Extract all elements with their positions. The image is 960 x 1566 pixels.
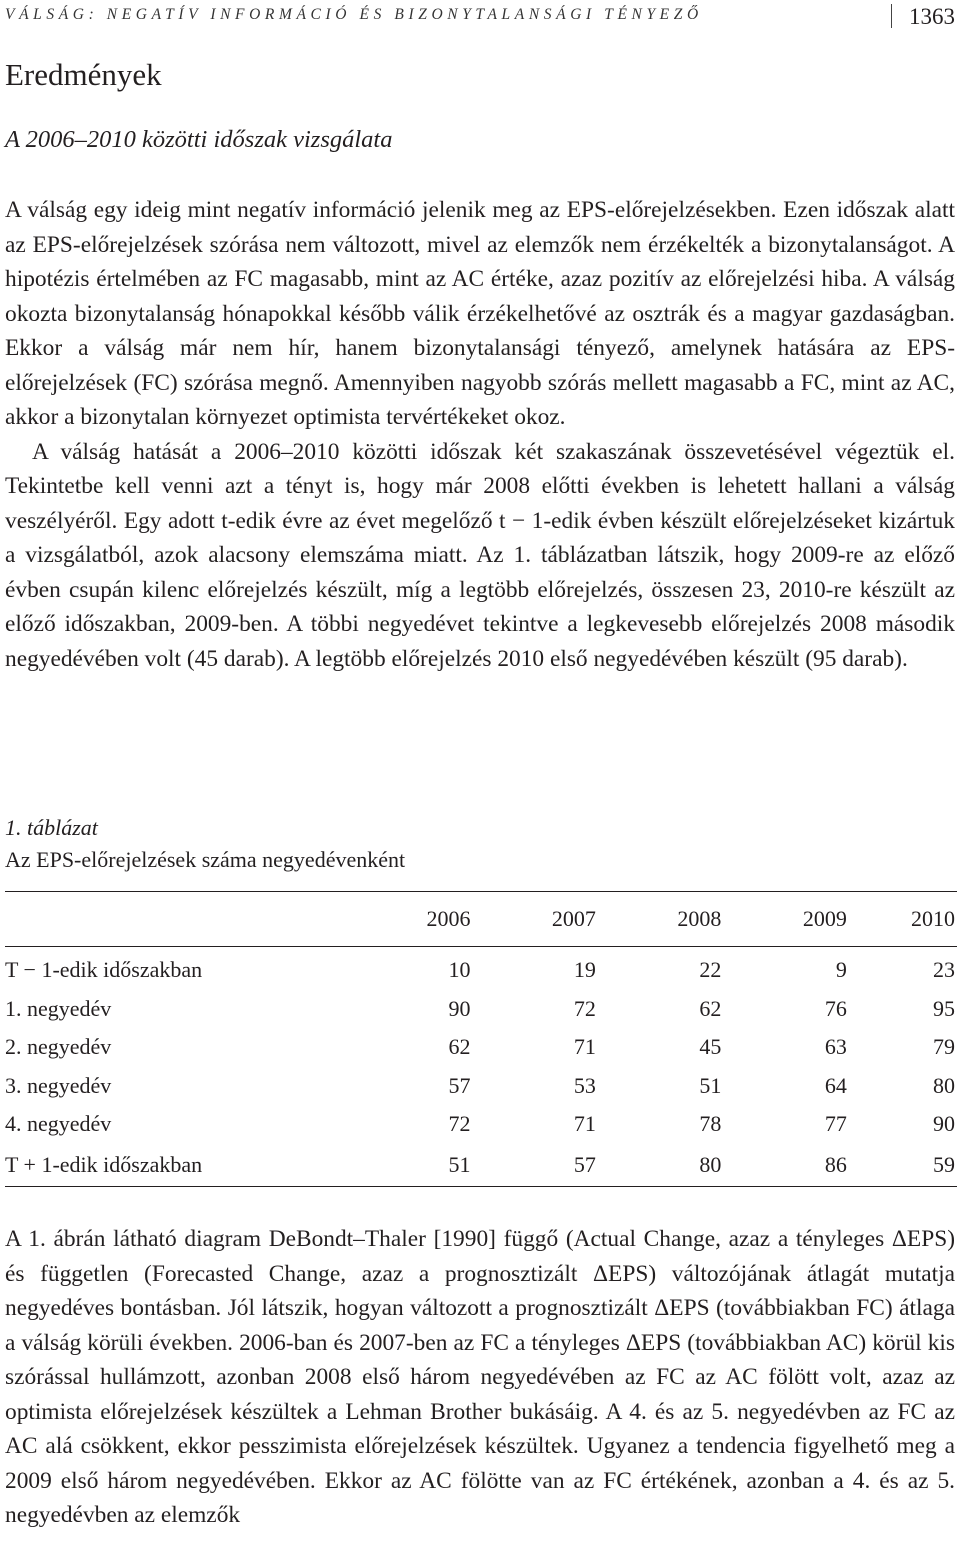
running-head <box>5 4 957 30</box>
table-cell: 77 <box>824 1111 847 1137</box>
table-cell: 64 <box>824 1072 847 1098</box>
table-cell: 79 <box>933 1034 955 1060</box>
forecast-count-table <box>5 891 957 1187</box>
table-title: Az EPS-előrejelzések száma negyedévenként <box>5 847 406 872</box>
table-cell: 57 <box>448 1072 471 1098</box>
table-cell: 51 <box>365 1144 490 1187</box>
paragraph-3: A 1. ábrán látható diagram DeBondt–Thaler [1990] függő (Actual Change, azaz a tényleges ΔEPS) és független (Forecasted Change, azaz a prognosztizált ΔEPS) változójának átlagát mutatja negyedéves bontásban. Jól látszik, hogyan változott a prognosztizált ΔEPS (továbbiakban FC) átlaga a válság körüli években. 2006-ban és 2007-ben az FC a tényleges ΔEPS (továbbiakban AC) körül kis szórással hullámzott, azonban 2008 első három negyedévében az FC az AC fölött volt, azaz az optimista előrejelzések készültek a Lehman Brother bukásáig. A 4. és az 5. negyedévben az FC az AC alá csökkent, ekkor pesszimista előrejelzések készültek. Ugyanez a tendencia figyelhető meg a 2009 első három negyedévében. Ekkor az AC fölötte van az FC értékének, azonban a 4. és az 5. negyedévben az elemzők <box>5 1226 955 1528</box>
table-header-year: 2006 <box>365 892 490 947</box>
table-header-year: 2009 <box>741 892 866 947</box>
table-header-year: 2008 <box>616 892 741 947</box>
body-text-block-1 <box>5 193 955 676</box>
table-cell: 22 <box>699 957 722 983</box>
table-cell: 86 <box>741 1144 866 1187</box>
table-row <box>5 1144 957 1187</box>
table-cell: 78 <box>699 1111 722 1137</box>
table-cell: 23 <box>933 957 955 983</box>
table-cell: 19 <box>573 957 596 983</box>
table-cell: 62 <box>699 995 722 1021</box>
table-cell: 63 <box>824 1034 847 1060</box>
table-cell: 95 <box>933 995 955 1021</box>
table-cell: 57 <box>490 1144 615 1187</box>
table-caption <box>5 812 405 876</box>
table-header-year: 2007 <box>490 892 615 947</box>
table-cell: 71 <box>573 1111 596 1137</box>
table-cell: 71 <box>573 1034 596 1060</box>
row-label: T − 1-edik időszakban <box>5 957 203 983</box>
row-label: 3. negyedév <box>5 1072 112 1098</box>
running-head-divider <box>891 4 892 28</box>
table-cell: 9 <box>835 957 847 983</box>
body-text-block-2 <box>5 1222 955 1533</box>
table-cell: 51 <box>699 1072 722 1098</box>
table-cell: 80 <box>616 1144 741 1187</box>
table-cell: 90 <box>448 995 471 1021</box>
table-cell: 72 <box>573 995 596 1021</box>
row-label: 4. negyedév <box>5 1111 112 1137</box>
paragraph-1: A válság egy ideig mint negatív információ jelenik meg az EPS-előrejelzésekben. Ezen időszak alatt az EPS-előrejelzések szórása nem változott, mivel az elemzők nem érzékelték a bizonytalanságot. A hipotézis értelmében az FC magasabb, mint az AC értéke, azaz pozitív az előrejelzési hiba. A válság okozta bizonytalanság hónapokkal később válik érzékelhetővé az osztrák és a magyar gazdaságban. Ekkor a válság már nem hír, hanem bizonytalansági tényező, amelynek hatására az EPS-előrejelzések (FC) szórása megnő. Amennyiben nagyobb szórás mellett magasabb a FC, mint az AC, akkor a bizonytalan környezet optimista tervértékeket okoz. <box>5 197 955 430</box>
table-cell: 53 <box>573 1072 596 1098</box>
table-row <box>5 947 957 990</box>
table-row <box>5 1105 957 1144</box>
table-cell: 45 <box>699 1034 722 1060</box>
table-cell: 80 <box>933 1072 955 1098</box>
table-cell: 62 <box>448 1034 471 1060</box>
subsection-title: A 2006–2010 közötti időszak vizsgálata <box>5 126 393 153</box>
section-title: Eredmények <box>5 57 162 92</box>
running-head-title: VÁLSÁG: NEGATÍV INFORMÁCIÓ ÉS BIZONYTALANSÁGI TÉNYEZŐ <box>5 6 703 23</box>
table-cell: 10 <box>448 957 471 983</box>
table-cell: 76 <box>824 995 847 1021</box>
table-header-year: 2010 <box>867 892 957 947</box>
table-header-row <box>5 892 957 947</box>
table-row <box>5 1067 957 1106</box>
table-cell: 90 <box>933 1111 955 1137</box>
table-row <box>5 990 957 1029</box>
paragraph-2: A válság hatását a 2006–2010 közötti időszak két szakaszának összevetésével végeztük el. Tekintetbe kell venni azt a tényt is, hogy már 2008 előtti években is lehetett hallani a válság veszélyéről. Egy adott t-edik évre az évet megelőző t − 1-edik évben készült előrejelzéseket kizártuk a vizsgálatból, azok alacsony elemszáma miatt. Az 1. táblázatban látszik, hogy 2009-re az előző évben csupán kilenc előrejelzés készült, míg a legtöbb előrejelzés, összesen 23, 2010-re készült az előző időszakban, 2009-ben. A többi negyedévet tekintve a legkevesebb előrejelzés 2008 második negyedévében volt (45 darab). A legtöbb előrejelzés 2010 első negyedévében készült (95 darab). <box>5 438 955 672</box>
row-label: 1. negyedév <box>5 995 112 1021</box>
row-label: 2. negyedév <box>5 1034 112 1060</box>
table-row <box>5 1028 957 1067</box>
table-cell: 59 <box>867 1144 957 1187</box>
page-number: 1363 <box>909 4 955 29</box>
row-label: T + 1-edik időszakban <box>5 1144 365 1187</box>
table-number: 1. táblázat <box>5 815 98 840</box>
table-cell: 72 <box>448 1111 471 1137</box>
table-header-blank <box>5 892 365 947</box>
